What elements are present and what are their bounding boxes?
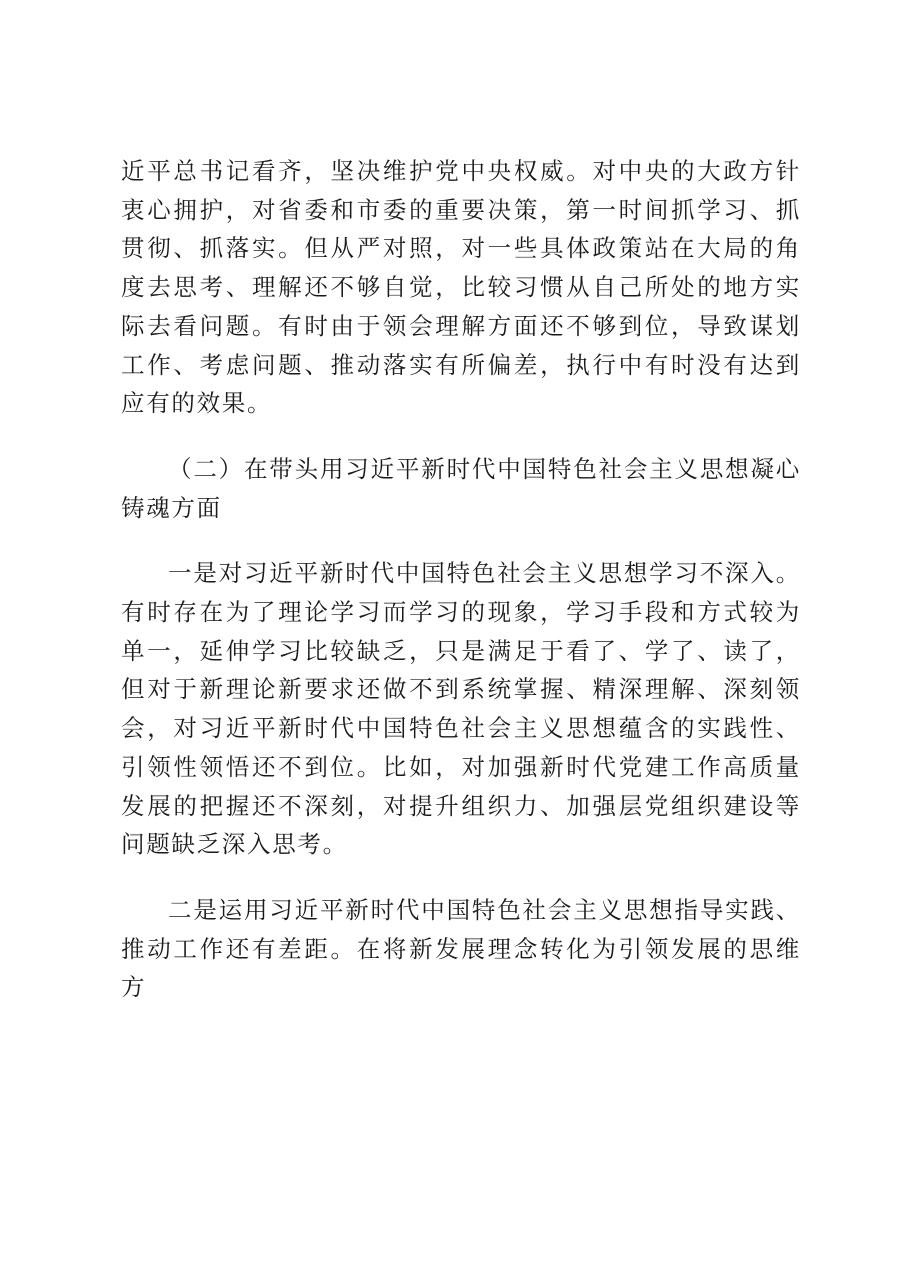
section-heading: （二）在带头用习近平新时代中国特色社会主义思想凝心铸魂方面 bbox=[121, 454, 801, 522]
paragraph-continuation: 近平总书记看齐，坚决维护党中央权威。对中央的大政方针衷心拥护，对省委和市委的重要决策，第一时间抓学习、抓贯彻、抓落实。但从严对照，对一些具体政策站在大局的角度去思考、理解还不够自觉，比较习惯从自己所处的地方实际去看问题。有时由于领会理解方面还不够到位，导致谋划工作、考虑问题、推动落实有所偏差，执行中有时没有达到应有的效果。 bbox=[121, 157, 801, 418]
paragraph-point-one: 一是对习近平新时代中国特色社会主义思想学习不深入。有时存在为了理论学习而学习的现象，学习手段和方式较为单一，延伸学习比较缺乏，只是满足于看了、学了、读了，但对于新理论新要求还做不到系统掌握、精深理解、深刻领会，对习近平新时代中国特色社会主义思想蕴含的实践性、引领性领悟还不到位。比如，对加强新时代党建工作高质量发展的把握还不深刻，对提升组织力、加强层党组织建设等问题缺乏深入思考。 bbox=[121, 559, 801, 859]
document-page bbox=[121, 152, 801, 1007]
paragraph-point-two: 二是运用习近平新时代中国特色社会主义思想指导实践、推动工作还有差距。在将新发展理念转化为引领发展的思维方 bbox=[121, 895, 801, 1002]
